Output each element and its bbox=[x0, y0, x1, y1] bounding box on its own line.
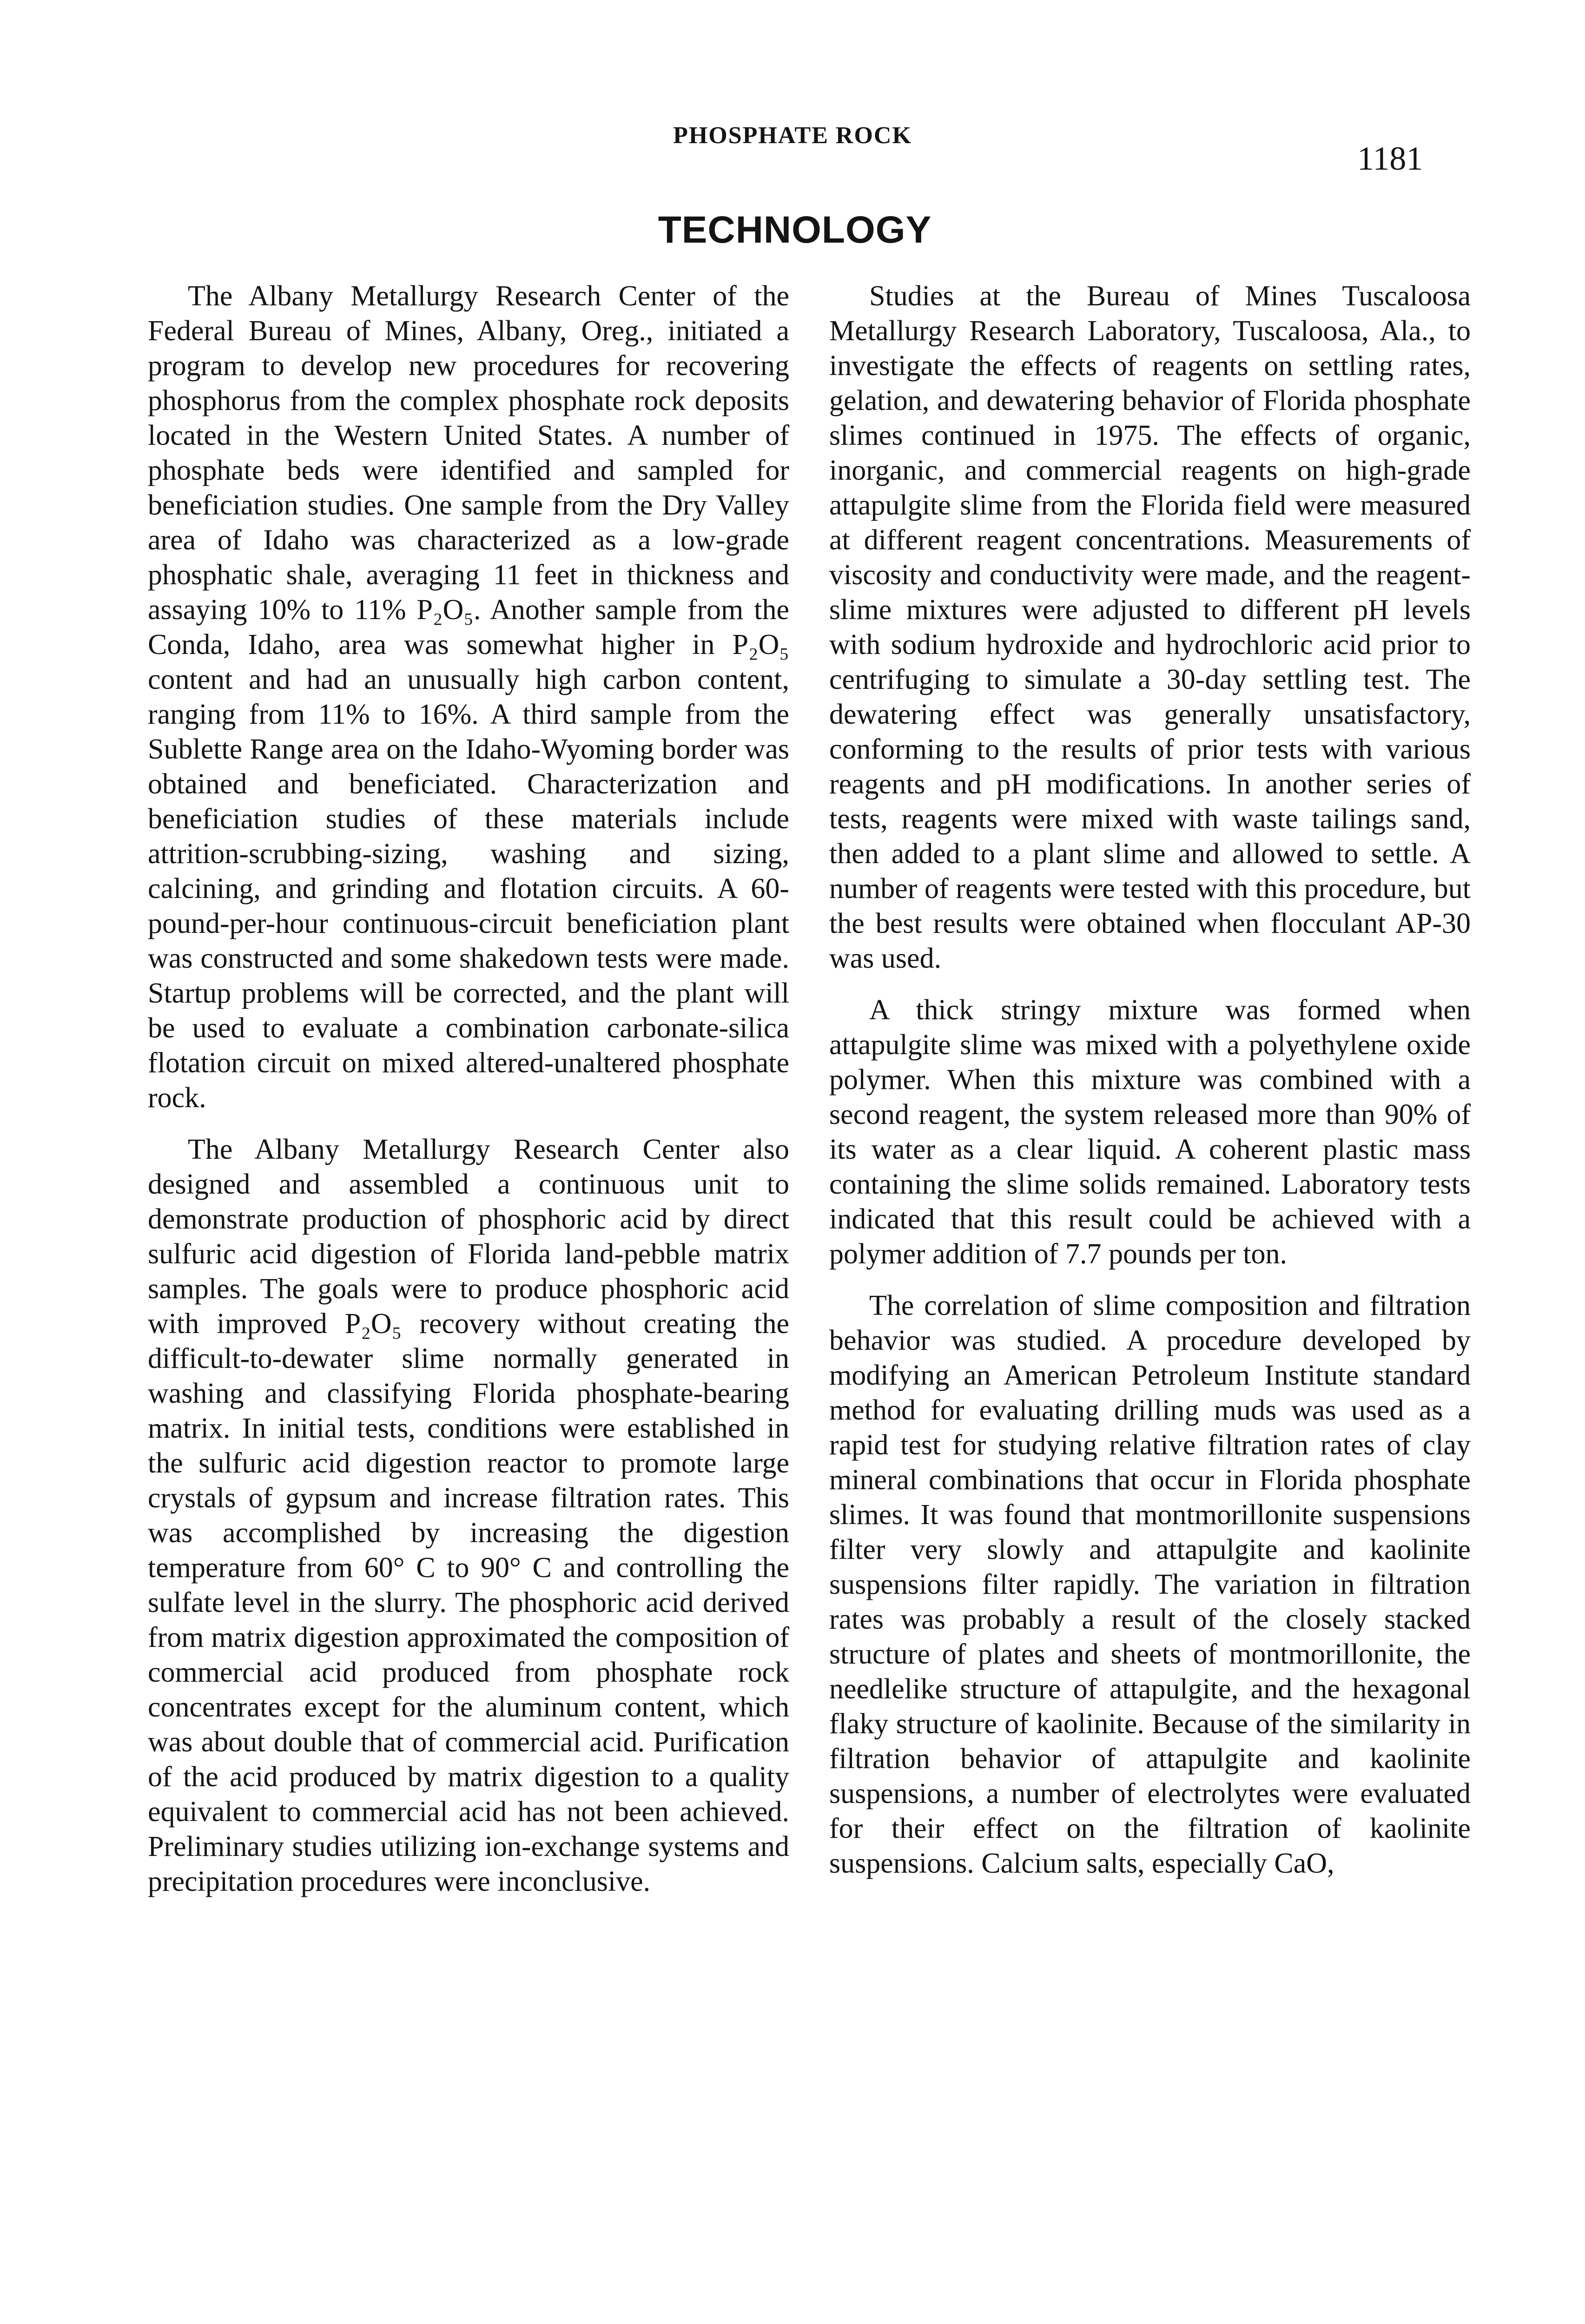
page-number: 1181 bbox=[1357, 140, 1423, 177]
section-title: TECHNOLOGY bbox=[658, 209, 932, 251]
running-head: PHOSPHATE ROCK bbox=[673, 122, 912, 149]
paragraph-albany-phosphoric-acid: The Albany Metallurgy Research Center also designed and assembled a continuous unit to demonstrate production of phosphoric acid by direct sulfuric acid digestion of Florida land-pebble matrix samples. The goals were to produce phosphoric acid with improved P₂O₅ recovery without creating the difficult-to-dewater slime normally generated in washing and classifying Florida phosphate-bearing matrix. In initial tests, conditions were established in the sulfuric acid digestion reactor to promote large crystals of gypsum and increase filtration rates. This was accomplished by increasing the digestion temperature from 60° C to 90° C and controlling the sulfate level in the slurry. The phosphoric acid derived from matrix digestion approximated the composition of commercial acid produced from phosphate rock concentrates except for the aluminum content, which was about double that of commercial acid. Purification of the acid produced by matrix digestion to a quality equivalent to commercial acid has not been achieved. Preliminary studies utilizing ion-exchange systems and precipitation procedures were inconclusive. bbox=[148, 1134, 789, 1897]
left-column bbox=[148, 279, 789, 1916]
paragraph-albany-phosphorus-program: The Albany Metallurgy Research Center of the Federal Bureau of Mines, Albany, Oreg., initiated a program to develop new procedures for recovering phosphorus from the complex phosphate rock deposits located in the Western United States. A number of phosphate beds were identified and sampled for beneficiation studies. One sample from the Dry Valley area of Idaho was characterized as a low-grade phosphatic shale, averaging 11 feet in thickness and assaying 10% to 11% P₂O₅. Another sample from the Conda, Idaho, area was somewhat higher in P₂O₅ content and had an unusually high carbon content, ranging from 11% to 16%. A third sample from the Sublette Range area on the Idaho-Wyoming border was obtained and beneficiated. Characterization and beneficiation studies of these materials include attrition-scrubbing-sizing, washing and sizing, calcining, and grinding and flotation circuits. A 60-pound-per-hour continuous-circuit beneficiation plant was constructed and some shakedown tests were made. Startup problems will be corrected, and the plant will be used to evaluate a combination carbonate-silica flotation circuit on mixed altered-unaltered phosphate rock. bbox=[148, 280, 789, 1114]
paragraph-filtration-correlation: The correlation of slime composition and filtration behavior was studied. A procedure developed by modifying an American Petroleum Institute standard method for evaluating drilling muds was used as a rapid test for studying relative filtration rates of clay mineral combinations that occur in Florida phosphate slimes. It was found that montmorillonite suspensions filter very slowly and attapulgite and kaolinite suspensions filter rapidly. The variation in filtration rates was probably a result of the closely stacked structure of plates and sheets of montmorillonite, the needlelike structure of attapulgite, and the hexagonal flaky structure of kaolinite. Because of the similarity in filtration behavior of attapulgite and kaolinite suspensions, a number of electrolytes were evaluated for their effect on the filtration of kaolinite suspensions. Calcium salts, especially CaO, bbox=[829, 1290, 1471, 1879]
paragraph-polymer-mixture: A thick stringy mixture was formed when attapulgite slime was mixed with a polyethylene oxide polymer. When this mixture was combined with a second reagent, the system released more than 90% of its water as a clear liquid. A coherent plastic mass containing the slime solids remained. Laboratory tests indicated that this result could be achieved with a polymer addition of 7.7 pounds per ton. bbox=[829, 994, 1471, 1270]
right-column bbox=[829, 279, 1471, 1898]
paragraph-tuscaloosa-slime-studies: Studies at the Bureau of Mines Tuscaloosa Metallurgy Research Laboratory, Tuscaloosa, Ala., to investigate the effects of reagents on settling rates, gelation, and dewatering behavior of Florida phosphate slimes continued in 1975. The effects of organic, inorganic, and commercial reagents on high-grade attapulgite slime from the Florida field were measured at different reagent concentrations. Measurements of viscosity and conductivity were made, and the reagent-slime mixtures were adjusted to different pH levels with sodium hydroxide and hydrochloric acid prior to centrifuging to simulate a 30-day settling test. The dewatering effect was generally unsatisfactory, conforming to the results of prior tests with various reagents and pH modifications. In another series of tests, reagents were mixed with waste tailings sand, then added to a plant slime and allowed to settle. A number of reagents were tested with this procedure, but the best results were obtained when flocculant AP-30 was used. bbox=[829, 280, 1471, 974]
